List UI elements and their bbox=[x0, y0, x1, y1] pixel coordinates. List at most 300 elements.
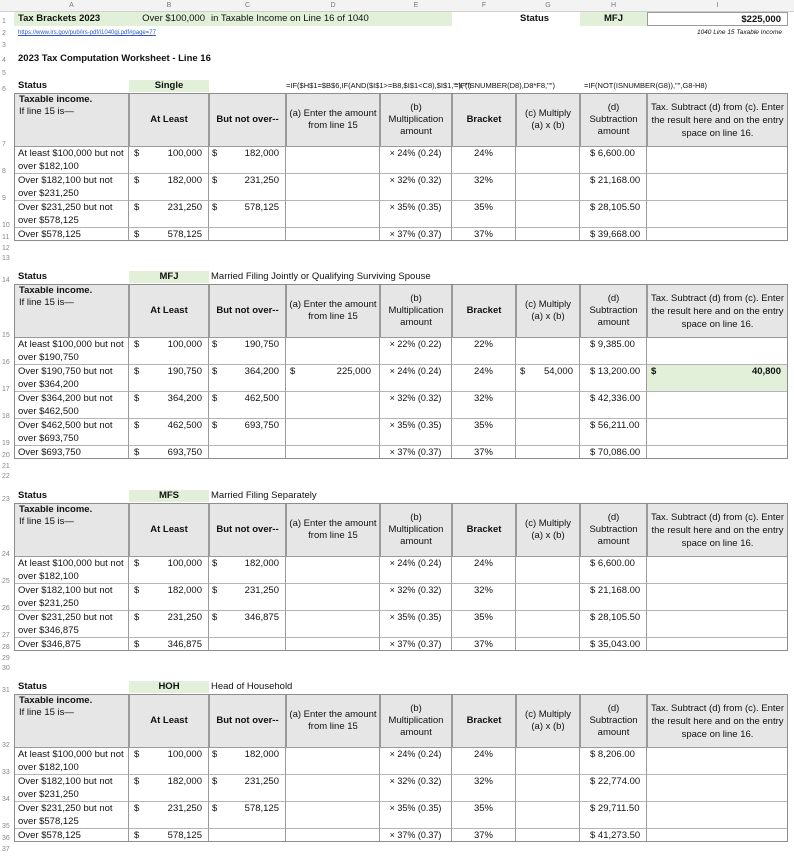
bracket-header[interactable] bbox=[452, 503, 516, 557]
column-a-header-text: (a) Enter the amount from line 15 bbox=[289, 108, 377, 131]
tax-result-cell[interactable] bbox=[647, 446, 788, 459]
line15-amount-cell[interactable] bbox=[286, 392, 380, 419]
bracket-range-cell[interactable]: At least $100,000 but not over $182,100 bbox=[14, 557, 129, 584]
line15-amount-cell[interactable] bbox=[286, 584, 380, 611]
bracket-range-cell[interactable]: Over $182,100 but not over $231,250 bbox=[14, 174, 129, 201]
but-not-over-cell[interactable] bbox=[209, 392, 286, 419]
subtraction-cell[interactable]: $ 39,668.00 bbox=[580, 228, 647, 241]
multiplication-cell[interactable]: × 22% (0.22) bbox=[380, 338, 452, 365]
bracket-range-cell[interactable]: Over $462,500 but not over $693,750 bbox=[14, 419, 129, 446]
multiply-result-cell[interactable] bbox=[516, 338, 580, 365]
status-value-cell[interactable]: MFJ bbox=[580, 12, 647, 26]
bracket-range-cell[interactable]: At least $100,000 but not over $182,100 bbox=[14, 748, 129, 775]
row-number: 5 bbox=[2, 70, 6, 77]
at-least-cell[interactable] bbox=[129, 802, 209, 829]
line15-amount-cell[interactable] bbox=[286, 775, 380, 802]
bracket-range-cell[interactable]: Over $190,750 but not over $364,200 bbox=[14, 365, 129, 392]
subtraction-cell[interactable]: $ 6,600.00 bbox=[580, 147, 647, 174]
column-header-g[interactable]: G bbox=[545, 2, 551, 9]
status-label[interactable]: Status bbox=[18, 271, 48, 282]
worksheet-title[interactable]: 2023 Tax Computation Worksheet - Line 16 bbox=[18, 53, 211, 64]
at-least-cell[interactable] bbox=[129, 446, 209, 459]
multiplication-cell[interactable]: × 37% (0.37) bbox=[380, 228, 452, 241]
tax-result-cell[interactable] bbox=[647, 201, 788, 228]
taxable-income-label: Taxable income. bbox=[19, 504, 93, 515]
tax-instruction: Tax. Subtract (d) from (c). Enter the result here and on the entry space on line 16. bbox=[650, 702, 785, 740]
currency-symbol: $ bbox=[212, 612, 218, 623]
multiplication-cell[interactable]: × 37% (0.37) bbox=[380, 638, 452, 651]
column-header-c[interactable]: C bbox=[244, 2, 251, 9]
bracket-range-cell[interactable]: Over $182,100 but not over $231,250 bbox=[14, 584, 129, 611]
at-least-cell[interactable] bbox=[129, 147, 209, 174]
multiply-result-value: 54,000 bbox=[543, 366, 573, 377]
column-header-a[interactable]: A bbox=[69, 2, 74, 9]
multiplication-cell[interactable]: × 24% (0.24) bbox=[380, 147, 452, 174]
at-least-header[interactable] bbox=[129, 284, 209, 338]
tax-result-cell[interactable] bbox=[647, 392, 788, 419]
column-c-header[interactable] bbox=[516, 93, 580, 147]
bracket-cell[interactable]: 37% bbox=[452, 829, 516, 842]
at-least-header[interactable] bbox=[129, 503, 209, 557]
at-least-cell[interactable] bbox=[129, 611, 209, 638]
multiplication-cell[interactable]: × 24% (0.24) bbox=[380, 365, 452, 392]
column-b-header[interactable] bbox=[380, 694, 452, 748]
at-least-value: 190,750 bbox=[167, 366, 202, 377]
bracket-cell[interactable]: 24% bbox=[452, 748, 516, 775]
multiplication-cell[interactable]: × 32% (0.32) bbox=[380, 174, 452, 201]
tax-result-cell[interactable] bbox=[647, 611, 788, 638]
row-number: 32 bbox=[2, 742, 10, 749]
bracket-range-cell[interactable]: At least $100,000 but not over $190,750 bbox=[14, 338, 129, 365]
bracket-range-cell[interactable]: Over $231,250 but not over $346,875 bbox=[14, 611, 129, 638]
line15-amount-cell[interactable] bbox=[286, 228, 380, 241]
formula-d[interactable]: =IF($H$1=$B$6,IF(AND($I$1>=B8,$I$1<C8),$I$1,""),"") bbox=[286, 81, 472, 90]
but-not-over-cell[interactable] bbox=[209, 775, 286, 802]
currency-symbol: $ bbox=[212, 202, 218, 213]
currency-symbol: $ bbox=[651, 366, 657, 377]
column-header-h[interactable]: H bbox=[610, 2, 617, 9]
at-least-cell[interactable] bbox=[129, 419, 209, 446]
tax-result-cell[interactable] bbox=[647, 338, 788, 365]
column-b-header-text: (b) Multiplication amount bbox=[388, 512, 444, 547]
bracket-cell[interactable]: 35% bbox=[452, 802, 516, 829]
row-number: 23 bbox=[2, 496, 10, 503]
column-d-header-text: (d) Subtraction amount bbox=[589, 102, 638, 137]
row-number: 11 bbox=[2, 234, 10, 241]
column-d-header[interactable] bbox=[580, 284, 647, 338]
taxable-income-header[interactable] bbox=[14, 284, 129, 338]
currency-symbol: $ bbox=[212, 366, 218, 377]
bracket-cell[interactable]: 32% bbox=[452, 392, 516, 419]
multiply-result-cell[interactable] bbox=[516, 174, 580, 201]
at-least-cell[interactable] bbox=[129, 748, 209, 775]
at-least-cell[interactable] bbox=[129, 201, 209, 228]
status-description[interactable]: Married Filing Jointly or Qualifying Surviving Spouse bbox=[211, 271, 431, 282]
at-least-header-text: At Least bbox=[150, 715, 188, 726]
column-b-header[interactable] bbox=[380, 284, 452, 338]
over-cell[interactable]: Over $100,000 bbox=[129, 12, 209, 26]
row-number: 30 bbox=[2, 665, 10, 672]
but-not-over-cell[interactable] bbox=[209, 557, 286, 584]
currency-symbol: $ bbox=[134, 639, 140, 650]
line15-amount-cell[interactable] bbox=[286, 802, 380, 829]
line15-amount-cell[interactable] bbox=[286, 174, 380, 201]
line15-amount-cell[interactable] bbox=[286, 147, 380, 174]
multiply-result-cell[interactable] bbox=[516, 201, 580, 228]
but-not-over-cell[interactable] bbox=[209, 748, 286, 775]
row-number: 27 bbox=[2, 632, 10, 639]
column-header-b[interactable]: B bbox=[166, 2, 172, 9]
tax-header[interactable] bbox=[647, 284, 788, 338]
bracket-range-cell[interactable]: Over $578,125 bbox=[14, 228, 129, 241]
but-not-over-cell[interactable] bbox=[209, 174, 286, 201]
multiplication-cell[interactable]: × 35% (0.35) bbox=[380, 802, 452, 829]
multiply-result-cell[interactable] bbox=[516, 446, 580, 459]
at-least-cell[interactable] bbox=[129, 174, 209, 201]
currency-symbol: $ bbox=[134, 175, 140, 186]
multiply-result-cell[interactable] bbox=[516, 748, 580, 775]
multiply-result-cell[interactable] bbox=[516, 392, 580, 419]
subtraction-cell[interactable]: $ 42,336.00 bbox=[580, 392, 647, 419]
but-not-over-cell[interactable] bbox=[209, 446, 286, 459]
but-not-over-cell[interactable] bbox=[209, 638, 286, 651]
at-least-header-text: At Least bbox=[150, 114, 188, 125]
line15-amount-cell[interactable] bbox=[286, 365, 380, 392]
column-a-header-text: (a) Enter the amount from line 15 bbox=[289, 709, 377, 732]
subtraction-cell[interactable]: $ 21,168.00 bbox=[580, 584, 647, 611]
tax-result-cell[interactable] bbox=[647, 365, 788, 392]
column-b-header[interactable] bbox=[380, 93, 452, 147]
column-a-header[interactable] bbox=[286, 93, 380, 147]
multiplication-cell[interactable]: × 32% (0.32) bbox=[380, 392, 452, 419]
currency-symbol: $ bbox=[212, 393, 218, 404]
multiplication-cell[interactable]: × 35% (0.35) bbox=[380, 611, 452, 638]
subtraction-cell[interactable]: $ 9,385.00 bbox=[580, 338, 647, 365]
multiply-result-cell[interactable] bbox=[516, 638, 580, 651]
if-line15-label: If line 15 is— bbox=[19, 297, 74, 308]
multiplication-cell[interactable]: × 24% (0.24) bbox=[380, 557, 452, 584]
at-least-value: 182,000 bbox=[167, 175, 202, 186]
column-d-header[interactable] bbox=[580, 93, 647, 147]
status-label[interactable]: Status bbox=[18, 80, 48, 91]
at-least-cell[interactable] bbox=[129, 775, 209, 802]
column-header-i[interactable]: I bbox=[716, 2, 719, 9]
status-description[interactable] bbox=[209, 80, 472, 92]
at-least-value: 346,875 bbox=[167, 639, 202, 650]
bracket-range-cell[interactable]: Over $578,125 bbox=[14, 829, 129, 842]
at-least-cell[interactable] bbox=[129, 584, 209, 611]
multiply-result-cell[interactable] bbox=[516, 611, 580, 638]
column-c-header-text: (c) Multiply (a) x (b) bbox=[525, 709, 571, 732]
row-number: 20 bbox=[2, 452, 10, 459]
currency-symbol: $ bbox=[212, 776, 218, 787]
line15-amount-cell[interactable] bbox=[286, 201, 380, 228]
but-not-over-value: 578,125 bbox=[244, 202, 279, 213]
column-c-header-text: (c) Multiply (a) x (b) bbox=[525, 299, 571, 322]
at-least-cell[interactable] bbox=[129, 365, 209, 392]
subtraction-cell[interactable]: $ 35,043.00 bbox=[580, 638, 647, 651]
at-least-value: 182,000 bbox=[167, 776, 202, 787]
subtraction-cell[interactable]: $ 70,086.00 bbox=[580, 446, 647, 459]
but-not-over-header-text: But not over-- bbox=[216, 524, 279, 535]
multiplication-cell[interactable]: × 32% (0.32) bbox=[380, 584, 452, 611]
but-not-over-value: 364,200 bbox=[244, 366, 279, 377]
at-least-cell[interactable] bbox=[129, 392, 209, 419]
line15-amount-cell[interactable] bbox=[286, 748, 380, 775]
tax-result-value: 40,800 bbox=[751, 366, 781, 377]
but-not-over-header-text: But not over-- bbox=[216, 305, 279, 316]
currency-symbol: $ bbox=[212, 803, 218, 814]
status-value[interactable]: MFS bbox=[129, 490, 209, 502]
bracket-cell[interactable]: 24% bbox=[452, 147, 516, 174]
tax-result-cell[interactable] bbox=[647, 174, 788, 201]
subtraction-cell[interactable]: $ 22,774.00 bbox=[580, 775, 647, 802]
multiply-result-cell[interactable] bbox=[516, 557, 580, 584]
tax-result-cell[interactable] bbox=[647, 419, 788, 446]
column-a-header[interactable] bbox=[286, 503, 380, 557]
taxable-income-header[interactable] bbox=[14, 93, 129, 147]
formula-i[interactable]: =IF(NOT(ISNUMBER(G8)),"",G8-H8) bbox=[584, 81, 708, 90]
at-least-cell[interactable] bbox=[129, 638, 209, 651]
bracket-cell[interactable]: 32% bbox=[452, 775, 516, 802]
tax-result-cell[interactable] bbox=[647, 147, 788, 174]
line15-note[interactable]: 1040 Line 15 Taxable Income bbox=[696, 29, 782, 36]
but-not-over-header[interactable] bbox=[209, 503, 286, 557]
line15-amount-cell[interactable] bbox=[286, 557, 380, 584]
but-not-over-value: 462,500 bbox=[244, 393, 279, 404]
line15-amount-cell[interactable] bbox=[286, 446, 380, 459]
row-number: 15 bbox=[2, 332, 10, 339]
multiplication-cell[interactable]: × 35% (0.35) bbox=[380, 419, 452, 446]
status-label[interactable]: Status bbox=[18, 681, 48, 692]
but-not-over-header[interactable] bbox=[209, 93, 286, 147]
currency-symbol: $ bbox=[520, 366, 526, 377]
column-a-header[interactable] bbox=[286, 284, 380, 338]
column-b-header-text: (b) Multiplication amount bbox=[388, 102, 444, 137]
column-b-header-text: (b) Multiplication amount bbox=[388, 293, 444, 328]
multiply-result-cell[interactable] bbox=[516, 584, 580, 611]
but-not-over-cell[interactable] bbox=[209, 611, 286, 638]
tax-result-cell[interactable] bbox=[647, 748, 788, 775]
status-label-cell[interactable]: Status bbox=[520, 13, 550, 24]
at-least-value: 231,250 bbox=[167, 803, 202, 814]
multiplication-cell[interactable]: × 24% (0.24) bbox=[380, 748, 452, 775]
status-value[interactable]: MFJ bbox=[129, 271, 209, 283]
row-number: 19 bbox=[2, 440, 10, 447]
column-a-header-text: (a) Enter the amount from line 15 bbox=[289, 518, 377, 541]
irs-link[interactable]: https://www.irs.gov/pub/irs-pdf/i1040gi.pdf#page=77 bbox=[18, 30, 156, 36]
at-least-cell[interactable] bbox=[129, 829, 209, 842]
tax-result-cell[interactable] bbox=[647, 584, 788, 611]
bracket-cell[interactable]: 22% bbox=[452, 338, 516, 365]
title-cell[interactable]: Tax Brackets 2023 bbox=[14, 12, 129, 26]
bracket-cell[interactable]: 32% bbox=[452, 584, 516, 611]
column-d-header-text: (d) Subtraction amount bbox=[589, 293, 638, 328]
bracket-range-cell[interactable]: At least $100,000 but not over $182,100 bbox=[14, 147, 129, 174]
bracket-cell[interactable]: 35% bbox=[452, 419, 516, 446]
description-cell[interactable]: in Taxable Income on Line 16 of 1040 bbox=[209, 12, 452, 26]
bracket-range-cell[interactable]: Over $693,750 bbox=[14, 446, 129, 459]
subtraction-cell[interactable]: $ 41,273.50 bbox=[580, 829, 647, 842]
but-not-over-cell[interactable] bbox=[209, 419, 286, 446]
multiplication-cell[interactable]: × 37% (0.37) bbox=[380, 446, 452, 459]
multiply-result-cell[interactable] bbox=[516, 775, 580, 802]
currency-symbol: $ bbox=[212, 175, 218, 186]
if-line15-label: If line 15 is— bbox=[19, 106, 74, 117]
bracket-range-cell[interactable]: Over $364,200 but not over $462,500 bbox=[14, 392, 129, 419]
but-not-over-cell[interactable] bbox=[209, 802, 286, 829]
status-label[interactable]: Status bbox=[18, 490, 48, 501]
column-header-e[interactable]: E bbox=[413, 2, 419, 9]
at-least-cell[interactable] bbox=[129, 338, 209, 365]
column-d-header[interactable] bbox=[580, 503, 647, 557]
line15-amount-value: 225,000 bbox=[336, 366, 371, 377]
at-least-cell[interactable] bbox=[129, 557, 209, 584]
column-c-header[interactable] bbox=[516, 503, 580, 557]
subtraction-cell[interactable]: $ 6,600.00 bbox=[580, 557, 647, 584]
column-d-header-text: (d) Subtraction amount bbox=[589, 512, 638, 547]
bracket-header[interactable] bbox=[452, 93, 516, 147]
but-not-over-header[interactable] bbox=[209, 694, 286, 748]
but-not-over-cell[interactable] bbox=[209, 829, 286, 842]
currency-symbol: $ bbox=[134, 229, 140, 240]
status-value[interactable]: Single bbox=[129, 80, 209, 92]
column-c-header[interactable] bbox=[516, 694, 580, 748]
row-number: 21 bbox=[2, 463, 10, 470]
bracket-cell[interactable]: 37% bbox=[452, 446, 516, 459]
but-not-over-value: 182,000 bbox=[244, 749, 279, 760]
row-number: 35 bbox=[2, 823, 10, 830]
at-least-value: 231,250 bbox=[167, 202, 202, 213]
status-description[interactable]: Head of Household bbox=[211, 681, 293, 692]
currency-symbol: $ bbox=[134, 558, 140, 569]
but-not-over-cell[interactable] bbox=[209, 228, 286, 241]
column-c-header-text: (c) Multiply (a) x (b) bbox=[525, 108, 571, 131]
multiply-result-cell[interactable] bbox=[516, 147, 580, 174]
multiply-result-cell[interactable] bbox=[516, 802, 580, 829]
bracket-header[interactable] bbox=[452, 284, 516, 338]
at-least-cell[interactable] bbox=[129, 228, 209, 241]
bracket-cell[interactable]: 35% bbox=[452, 611, 516, 638]
currency-symbol: $ bbox=[134, 202, 140, 213]
but-not-over-cell[interactable] bbox=[209, 584, 286, 611]
multiply-result-cell[interactable] bbox=[516, 829, 580, 842]
bracket-cell[interactable]: 37% bbox=[452, 638, 516, 651]
row-number: 12 bbox=[2, 245, 10, 252]
status-value[interactable]: HOH bbox=[129, 681, 209, 693]
currency-symbol: $ bbox=[134, 749, 140, 760]
but-not-over-header[interactable] bbox=[209, 284, 286, 338]
line15-amount-cell[interactable] bbox=[286, 611, 380, 638]
multiply-result-cell[interactable] bbox=[516, 228, 580, 241]
column-header-f[interactable]: F bbox=[481, 2, 487, 9]
row-number: 16 bbox=[2, 359, 10, 366]
bracket-range-cell[interactable]: Over $182,100 but not over $231,250 bbox=[14, 775, 129, 802]
tax-header[interactable] bbox=[647, 694, 788, 748]
column-header-d[interactable]: D bbox=[330, 2, 336, 9]
row-number: 10 bbox=[2, 222, 10, 229]
subtraction-cell[interactable]: $ 8,206.00 bbox=[580, 748, 647, 775]
bracket-header[interactable] bbox=[452, 694, 516, 748]
line15-amount-cell[interactable] bbox=[286, 829, 380, 842]
subtraction-cell[interactable]: $ 28,105.50 bbox=[580, 611, 647, 638]
bracket-cell[interactable]: 24% bbox=[452, 557, 516, 584]
multiplication-cell[interactable]: × 32% (0.32) bbox=[380, 775, 452, 802]
column-b-header[interactable] bbox=[380, 503, 452, 557]
multiplication-cell[interactable]: × 35% (0.35) bbox=[380, 201, 452, 228]
subtraction-cell[interactable]: $ 13,200.00 bbox=[580, 365, 647, 392]
tax-result-cell[interactable] bbox=[647, 829, 788, 842]
tax-result-cell[interactable] bbox=[647, 802, 788, 829]
currency-symbol: $ bbox=[134, 585, 140, 596]
subtraction-cell[interactable]: $ 56,211.00 bbox=[580, 419, 647, 446]
tax-result-cell[interactable] bbox=[647, 775, 788, 802]
but-not-over-cell[interactable] bbox=[209, 201, 286, 228]
tax-result-cell[interactable] bbox=[647, 228, 788, 241]
line15-amount-cell[interactable] bbox=[286, 419, 380, 446]
line15-amount-cell[interactable] bbox=[286, 638, 380, 651]
row-number: 36 bbox=[2, 835, 10, 842]
bracket-cell[interactable]: 32% bbox=[452, 174, 516, 201]
subtraction-cell[interactable]: $ 29,711.50 bbox=[580, 802, 647, 829]
multiplication-cell[interactable]: × 37% (0.37) bbox=[380, 829, 452, 842]
at-least-value: 100,000 bbox=[167, 558, 202, 569]
tax-result-cell[interactable] bbox=[647, 557, 788, 584]
tax-result-cell[interactable] bbox=[647, 638, 788, 651]
but-not-over-value: 231,250 bbox=[244, 175, 279, 186]
but-not-over-cell[interactable] bbox=[209, 365, 286, 392]
row-number: 34 bbox=[2, 796, 10, 803]
at-least-header[interactable] bbox=[129, 93, 209, 147]
bracket-cell[interactable]: 35% bbox=[452, 201, 516, 228]
subtraction-cell[interactable]: $ 21,168.00 bbox=[580, 174, 647, 201]
bracket-cell[interactable]: 24% bbox=[452, 365, 516, 392]
row-number: 2 bbox=[2, 30, 6, 37]
income-cell[interactable]: $225,000 bbox=[647, 12, 788, 26]
bracket-header-text: Bracket bbox=[466, 715, 502, 726]
column-a-header[interactable] bbox=[286, 694, 380, 748]
currency-symbol: $ bbox=[134, 148, 140, 159]
row-number: 22 bbox=[2, 473, 10, 480]
column-d-header[interactable] bbox=[580, 694, 647, 748]
tax-header[interactable] bbox=[647, 93, 788, 147]
column-a-header-text: (a) Enter the amount from line 15 bbox=[289, 299, 377, 322]
but-not-over-cell[interactable] bbox=[209, 338, 286, 365]
status-description[interactable]: Married Filing Separately bbox=[211, 490, 317, 501]
line15-amount-cell[interactable] bbox=[286, 338, 380, 365]
but-not-over-cell[interactable] bbox=[209, 147, 286, 174]
at-least-value: 693,750 bbox=[167, 447, 202, 458]
currency-symbol: $ bbox=[212, 339, 218, 350]
row-number: 4 bbox=[2, 57, 6, 64]
bracket-cell[interactable]: 37% bbox=[452, 228, 516, 241]
bracket-range-cell[interactable]: Over $346,875 bbox=[14, 638, 129, 651]
tax-header[interactable] bbox=[647, 503, 788, 557]
taxable-income-header[interactable] bbox=[14, 694, 129, 748]
subtraction-cell[interactable]: $ 28,105.50 bbox=[580, 201, 647, 228]
multiply-result-cell[interactable] bbox=[516, 365, 580, 392]
if-line15-label: If line 15 is— bbox=[19, 516, 74, 527]
bracket-range-cell[interactable]: Over $231,250 but not over $578,125 bbox=[14, 201, 129, 228]
column-c-header[interactable] bbox=[516, 284, 580, 338]
bracket-range-cell[interactable]: Over $231,250 but not over $578,125 bbox=[14, 802, 129, 829]
at-least-value: 231,250 bbox=[167, 612, 202, 623]
at-least-header[interactable] bbox=[129, 694, 209, 748]
taxable-income-header[interactable] bbox=[14, 503, 129, 557]
currency-symbol: $ bbox=[134, 830, 140, 841]
formula-g[interactable]: =IF(ISNUMBER(D8),D8*F8,"") bbox=[454, 81, 555, 90]
multiply-result-cell[interactable] bbox=[516, 419, 580, 446]
